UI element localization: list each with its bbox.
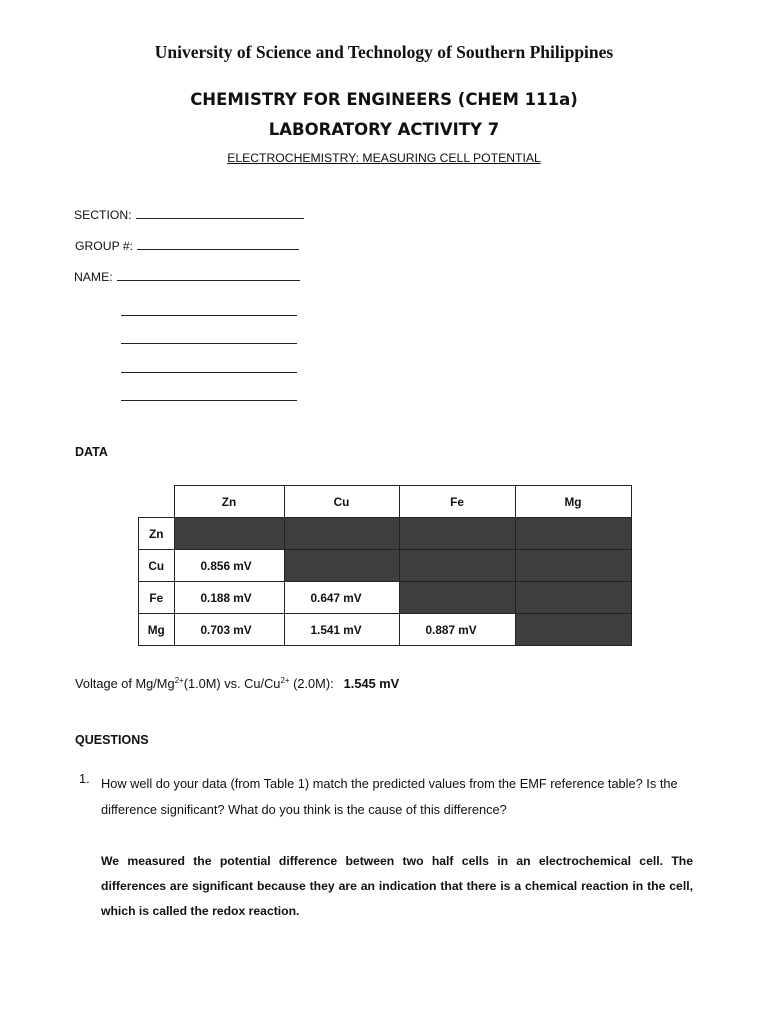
shaded-cell: [284, 518, 399, 550]
shaded-cell: [399, 582, 515, 614]
name-line-5[interactable]: [121, 400, 297, 401]
course-title: CHEMISTRY FOR ENGINEERS (CHEM 111a): [190, 90, 578, 109]
activity-title: LABORATORY ACTIVITY 7: [268, 120, 500, 139]
shaded-cell: [399, 550, 515, 582]
table-row-fe: [139, 582, 632, 614]
row-header-fe: Fe: [139, 582, 175, 614]
section-input-line[interactable]: [136, 206, 304, 219]
shaded-cell: [515, 614, 631, 646]
shaded-cell: [515, 582, 631, 614]
section-field: [74, 206, 304, 222]
col-header-mg: Mg: [515, 486, 631, 518]
row-header-mg: Mg: [139, 614, 175, 646]
value-cu-zn: 0.856 mV: [174, 550, 284, 582]
shaded-cell: [515, 550, 631, 582]
answer-text: We measured the potential difference between two half cells in an electrochemical cell. The differences are significant because they are an indication that there is a chemical reaction in the cell, which is called the redox reaction.: [101, 854, 693, 918]
table-row-mg: [139, 614, 632, 646]
name-label: NAME:: [74, 270, 113, 284]
shaded-cell: [174, 518, 284, 550]
activity-subtitle: ELECTROCHEMISTRY: MEASURING CELL POTENTIAL: [227, 151, 541, 165]
name-field: [74, 268, 300, 284]
row-header-cu: Cu: [139, 550, 175, 582]
voltage-value: 1.545 mV: [343, 676, 400, 691]
value-mg-zn: 0.703 mV: [174, 614, 284, 646]
questions-heading: QUESTIONS: [75, 733, 149, 747]
voltage-text-2: (1.0M) vs. Cu/Cu: [183, 676, 281, 691]
shaded-cell: [515, 518, 631, 550]
shaded-cell: [284, 550, 399, 582]
university-name: University of Science and Technology of Southern Philippines: [154, 42, 614, 62]
group-input-line[interactable]: [137, 237, 299, 250]
shaded-cell: [399, 518, 515, 550]
data-heading: DATA: [75, 445, 108, 459]
table-corner: [139, 486, 175, 518]
question-text: How well do your data (from Table 1) match the predicted values from the EMF reference table? Is the difference significant? What do you think is the cause of this difference?: [101, 776, 678, 817]
col-header-zn: Zn: [174, 486, 284, 518]
col-header-fe: Fe: [399, 486, 515, 518]
name-line-4[interactable]: [121, 372, 297, 373]
question-number: 1.: [79, 771, 90, 786]
voltage-text-1: Voltage of Mg/Mg: [75, 676, 175, 691]
row-header-zn: Zn: [139, 518, 175, 550]
name-input-line[interactable]: [117, 268, 300, 281]
name-line-3[interactable]: [121, 343, 297, 344]
cell-potential-table: [138, 485, 632, 646]
voltage-sup-1: 2+: [174, 676, 184, 685]
section-label: SECTION:: [74, 208, 132, 222]
table-header-row: [139, 486, 632, 518]
value-fe-zn: 0.188 mV: [174, 582, 284, 614]
value-mg-fe: 0.887 mV: [399, 614, 515, 646]
value-fe-cu: 0.647 mV: [284, 582, 399, 614]
table-row-zn: [139, 518, 632, 550]
mg-cu-voltage-line: [75, 676, 399, 691]
value-mg-cu: 1.541 mV: [284, 614, 399, 646]
col-header-cu: Cu: [284, 486, 399, 518]
voltage-text-3: (2.0M):: [289, 676, 334, 691]
group-label: GROUP #:: [75, 239, 134, 253]
table-row-cu: [139, 550, 632, 582]
voltage-sup-2: 2+: [280, 676, 290, 685]
group-field: [75, 237, 299, 253]
name-line-2[interactable]: [121, 315, 297, 316]
